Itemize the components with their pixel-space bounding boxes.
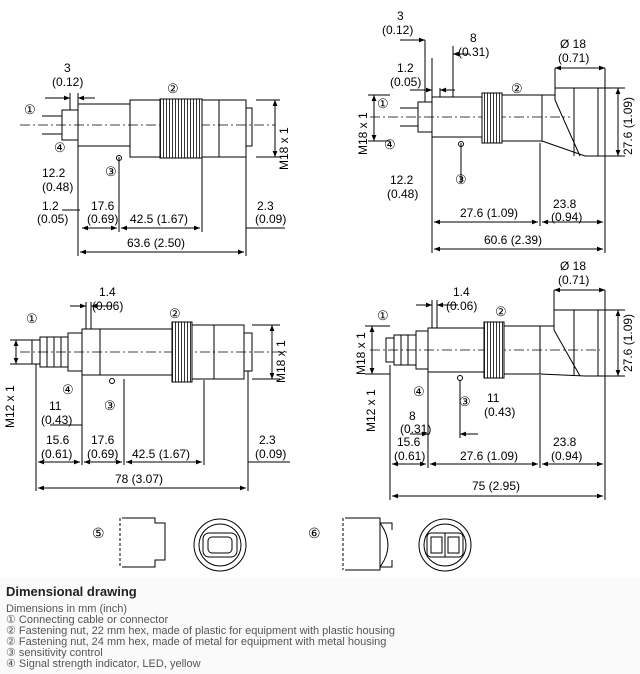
detail-5 bbox=[120, 518, 246, 571]
dim-m12: M12 x 1 bbox=[364, 389, 378, 432]
dim-m18: M18 x 1 bbox=[354, 332, 368, 375]
view-connector-straight bbox=[10, 302, 290, 491]
dim-1-2-inch: (0.05) bbox=[390, 75, 422, 89]
dim-17-6: 17.6 bbox=[91, 199, 115, 213]
dim-17-6-inch: (0.69) bbox=[87, 212, 119, 226]
dim-8-inch: (0.31) bbox=[458, 45, 490, 59]
dim-27-6-vertical: 27.6 (1.09) bbox=[621, 96, 635, 155]
dim-60-6: 60.6 (2.39) bbox=[484, 233, 543, 247]
dim-17-6-inch: (0.69) bbox=[87, 447, 119, 461]
dim-15-6: 15.6 bbox=[46, 433, 70, 447]
callout-4: ④ bbox=[384, 137, 396, 152]
callout-4: ④ bbox=[54, 140, 66, 155]
callout-3: ③ bbox=[104, 398, 116, 413]
dim-2-3: 2.3 bbox=[257, 199, 274, 213]
dim-15-6-inch: (0.61) bbox=[41, 447, 73, 461]
dim-27-6-vertical: 27.6 (1.09) bbox=[621, 313, 635, 372]
dim-8-inch: (0.31) bbox=[400, 422, 432, 436]
callout-1: ① bbox=[26, 311, 38, 326]
callout-3: ③ bbox=[105, 164, 117, 179]
detail-callouts bbox=[92, 525, 321, 541]
caption-note: ③ sensitivity control bbox=[6, 647, 103, 659]
callout-2: ② bbox=[495, 304, 507, 319]
dim-3: 3 bbox=[64, 61, 71, 75]
caption-note: ④ Signal strength indicator, LED, yellow bbox=[6, 658, 201, 670]
view3-callouts bbox=[26, 306, 181, 413]
callout-3: ③ bbox=[459, 394, 471, 409]
callout-4: ④ bbox=[413, 384, 425, 399]
dim-2-3-inch: (0.09) bbox=[255, 212, 287, 226]
dim-1-2: 1.2 bbox=[42, 199, 59, 213]
dim-42-5: 42.5 (1.67) bbox=[132, 447, 191, 461]
callout-2: ② bbox=[511, 81, 523, 96]
view3-labels bbox=[3, 285, 288, 486]
dim-15-6: 15.6 bbox=[397, 435, 421, 449]
dim-3-inch: (0.12) bbox=[52, 75, 84, 89]
dim-3-inch: (0.12) bbox=[382, 23, 414, 37]
caption-note: ① Connecting cable or connector bbox=[6, 614, 169, 626]
dim-m18: M18 x 1 bbox=[277, 127, 291, 170]
dim-23-8-inch: (0.94) bbox=[551, 210, 583, 224]
dim-8: 8 bbox=[470, 31, 477, 45]
dim-m18: M18 x 1 bbox=[356, 112, 370, 155]
dim-1-2: 1.2 bbox=[397, 61, 414, 75]
callout-1: ① bbox=[24, 102, 36, 117]
dim-diameter-18: Ø 18 bbox=[560, 259, 587, 273]
dim-diameter-18: Ø 18 bbox=[560, 37, 587, 51]
callout-4: ④ bbox=[62, 382, 74, 397]
callout-3: ③ bbox=[455, 172, 467, 187]
caption-note: ② Fastening nut, 24 mm hex, made of metal for equipment with metal housing bbox=[6, 636, 387, 648]
callout-2: ② bbox=[167, 81, 179, 96]
dim-11-inch: (0.43) bbox=[484, 405, 516, 419]
dim-11: 11 bbox=[487, 391, 500, 405]
dim-27-6: 27.6 (1.09) bbox=[460, 206, 519, 220]
dim-12-2: 12.2 bbox=[42, 166, 66, 180]
dim-12-2-inch: (0.48) bbox=[387, 187, 419, 201]
detail-6 bbox=[343, 518, 471, 571]
dim-11-inch: (0.43) bbox=[41, 413, 73, 427]
dim-42-5: 42.5 (1.67) bbox=[130, 212, 189, 226]
callout-2: ② bbox=[169, 306, 181, 321]
dim-17-6: 17.6 bbox=[91, 433, 115, 447]
callout-5: ⑤ bbox=[92, 525, 105, 541]
caption-units: Dimensions in mm (inch) bbox=[6, 603, 128, 615]
dim-diameter-18-inch: (0.71) bbox=[558, 51, 590, 65]
dim-27-6: 27.6 (1.09) bbox=[460, 449, 519, 463]
dim-12-2: 12.2 bbox=[390, 173, 414, 187]
dim-m18: M18 x 1 bbox=[274, 340, 288, 383]
dim-1-4: 1.4 bbox=[453, 285, 470, 299]
view1-callouts bbox=[24, 81, 179, 179]
caption-note: ② Fastening nut, 22 mm hex, made of plastic for equipment with plastic housing bbox=[6, 625, 395, 637]
dim-23-8: 23.8 bbox=[553, 435, 577, 449]
dim-78: 78 (3.07) bbox=[115, 472, 164, 486]
dim-diameter-18-inch: (0.71) bbox=[558, 273, 590, 287]
dim-1-4-inch: (0.06) bbox=[446, 299, 478, 313]
dim-8: 8 bbox=[409, 409, 416, 423]
dim-2-3-inch: (0.09) bbox=[255, 447, 287, 461]
dim-3: 3 bbox=[397, 9, 404, 23]
dim-m12: M12 x 1 bbox=[3, 385, 17, 428]
callout-1: ① bbox=[377, 308, 389, 323]
dim-1-2-inch: (0.05) bbox=[37, 212, 69, 226]
dim-11: 11 bbox=[49, 399, 62, 413]
dim-23-8-inch: (0.94) bbox=[551, 449, 583, 463]
dim-15-6-inch: (0.61) bbox=[394, 449, 426, 463]
dim-75: 75 (2.95) bbox=[472, 479, 521, 493]
caption-panel bbox=[0, 578, 640, 674]
dim-1-4-inch: (0.06) bbox=[92, 299, 124, 313]
dim-63-6: 63.6 (2.50) bbox=[127, 236, 186, 250]
dim-2-3: 2.3 bbox=[259, 433, 276, 447]
dim-1-4: 1.4 bbox=[99, 285, 116, 299]
dim-23-8: 23.8 bbox=[553, 197, 577, 211]
dim-12-2-inch: (0.48) bbox=[42, 180, 74, 194]
caption-title: Dimensional drawing bbox=[6, 584, 137, 599]
callout-1: ① bbox=[377, 96, 389, 111]
callout-6: ⑥ bbox=[308, 525, 321, 541]
